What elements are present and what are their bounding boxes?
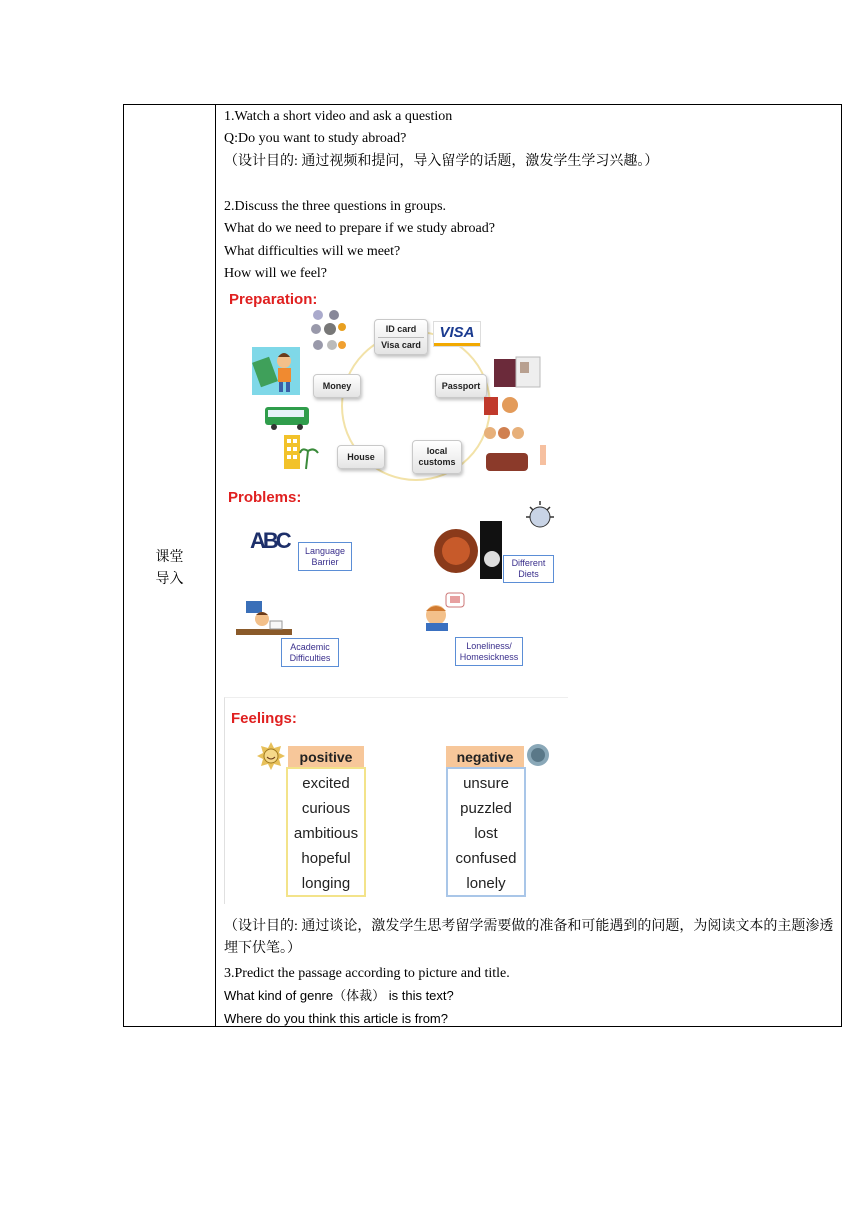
negative-word: confused (455, 850, 517, 867)
negative-header: negative (446, 746, 524, 768)
worried-face-icon (526, 743, 550, 767)
stage-label (124, 547, 215, 591)
local-customs-images (480, 393, 550, 477)
different-diets-box (503, 555, 554, 583)
positive-word: ambitious (293, 825, 359, 842)
design-purpose-1: （设计目的: 通过视频和提问，导入留学的话题，激发学生学习兴趣。） (224, 154, 659, 169)
predict-question-2: Where do you think this article is from? (224, 1011, 448, 1026)
building-icon (276, 431, 320, 471)
money-node: Money (313, 374, 361, 398)
money-man-icon (252, 347, 300, 395)
lightbulb-icon (522, 499, 558, 535)
academic-difficulties-line-2: Difficulties (289, 652, 331, 663)
feelings-title: Feelings: (231, 710, 297, 727)
step-1-text: 1.Watch a short video and ask a question (224, 109, 453, 124)
happy-sun-icon (257, 742, 285, 770)
homesick-boy-icon (422, 591, 470, 631)
visa-card-label: Visa card (378, 337, 424, 351)
passport-node: Passport (435, 374, 487, 398)
positive-word: excited (302, 775, 350, 792)
student-desk-icon (236, 599, 294, 641)
positive-words-list (286, 767, 366, 897)
loneliness-line-1: Loneliness/ (466, 640, 512, 651)
different-diets-line-2: Diets (518, 569, 539, 579)
negative-word: unsure (463, 775, 509, 792)
different-diets-line-1: Different (511, 558, 546, 568)
column-divider (215, 105, 216, 1026)
positive-word: curious (301, 800, 351, 817)
local-customs-node (412, 440, 462, 474)
negative-word: lost (474, 825, 498, 842)
question-text: Q:Do you want to study abroad? (224, 131, 407, 146)
academic-difficulties-line-1: Academic (290, 641, 330, 652)
food-icon (434, 521, 504, 581)
id-card-label: ID card (385, 323, 417, 334)
discussion-figure (224, 285, 569, 905)
visa-logo-text: VISA (439, 324, 475, 341)
language-barrier-box (298, 542, 352, 571)
loneliness-homesickness-box (455, 637, 523, 666)
bus-icon (264, 405, 310, 431)
visa-logo (433, 321, 481, 347)
negative-words-list (446, 767, 526, 897)
stage-label-line-1: 课堂 (155, 550, 184, 565)
stage-label-line-2: 导入 (155, 572, 184, 587)
academic-difficulties-box (281, 638, 339, 667)
passport-images (494, 357, 542, 389)
local-label: local (426, 446, 448, 456)
discussion-question-3: How will we feel? (224, 266, 328, 281)
id-visa-card-node (374, 319, 428, 355)
positive-word: longing (301, 875, 351, 892)
problems-title: Problems: (228, 489, 302, 506)
weather-icons (308, 307, 348, 357)
language-barrier-line-2: Barrier (311, 556, 339, 567)
discussion-question-1: What do we need to prepare if we study abroad? (224, 221, 495, 236)
discussion-question-2: What difficulties will we meet? (224, 244, 401, 259)
step-3-text: 3.Predict the passage according to picture and title. (224, 966, 510, 981)
house-node: House (337, 445, 385, 469)
loneliness-line-2: Homesickness (459, 651, 519, 662)
positive-word: hopeful (301, 850, 351, 867)
language-barrier-line-1: Language (304, 545, 346, 556)
step-2-text: 2.Discuss the three questions in groups. (224, 199, 447, 214)
customs-label: customs (418, 457, 456, 467)
abc-letters-icon: ABC (250, 528, 289, 553)
predict-question-1: What kind of genre（体裁） is this text? (224, 988, 454, 1003)
negative-word: lonely (466, 875, 506, 892)
positive-header: positive (288, 746, 364, 768)
design-purpose-2: （设计目的: 通过谈论，激发学生思考留学需要做的准备和可能遇到的问题，为阅读文本的主题渗透埋下伏笔。） (224, 919, 834, 956)
visa-logo-stripe (434, 343, 480, 346)
lesson-table (123, 104, 842, 1027)
preparation-title: Preparation: (229, 291, 318, 308)
negative-word: puzzled (460, 800, 512, 817)
